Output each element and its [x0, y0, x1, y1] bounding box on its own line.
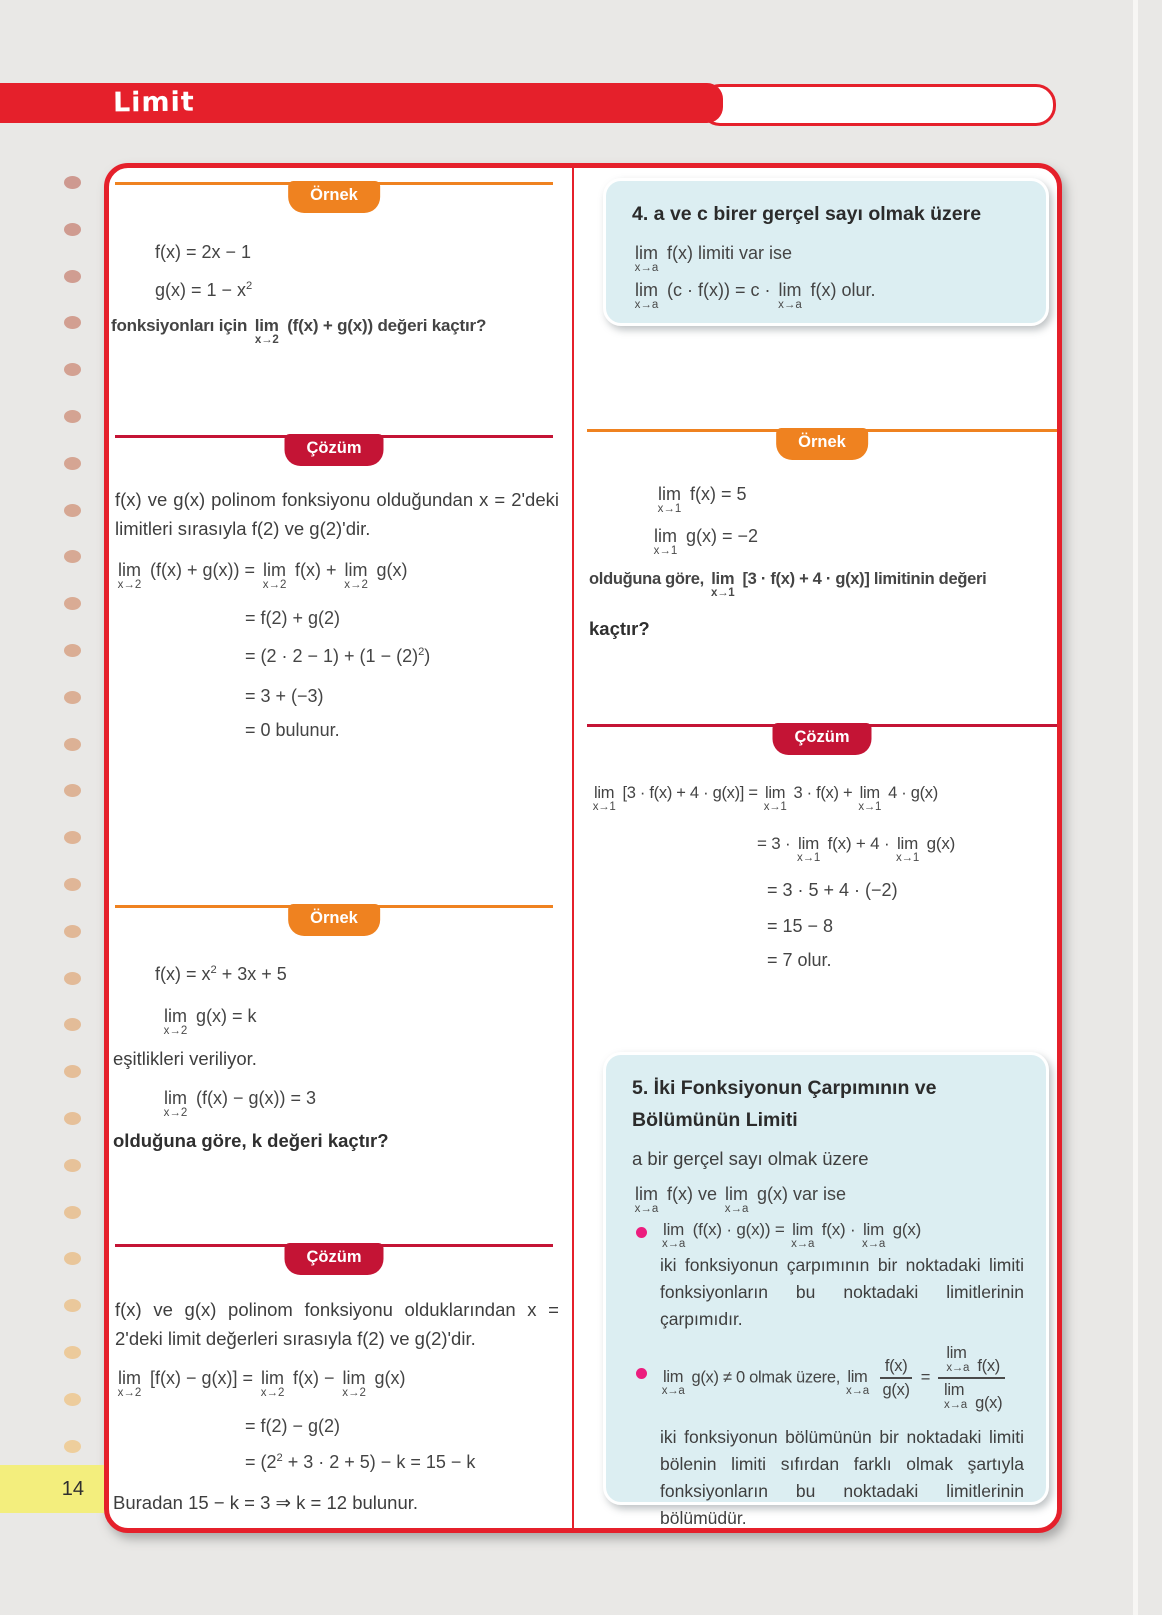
binder-dot	[64, 457, 81, 470]
binder-dot	[64, 1065, 81, 1078]
sol2-step-1: lim x→2 [f(x) − g(x)] = lim x→2 f(x) − lim x→2 g(x)	[117, 1368, 406, 1399]
binder-dot	[64, 1440, 81, 1453]
sol2-step-2: = f(2) − g(2)	[245, 1416, 341, 1436]
binder-dot	[64, 550, 81, 563]
info-box-rule-4	[603, 178, 1049, 326]
rule4-line-1: lim x→a f(x) limiti var ise	[634, 242, 792, 274]
rule4-line-2: lim x→a (c · f(x)) = c · lim x→a f(x) olur.	[634, 279, 876, 311]
solution-rule-2	[115, 1244, 553, 1266]
sol2-intro: f(x) ve g(x) polinom fonksiyonu olduklarından x = 2'deki limit değerleri sırasıyla f(2) ve g(2)'dir.	[115, 1299, 559, 1349]
rule5-bullet-1	[632, 1220, 1024, 1333]
sol1-step-3: = $(2 \cdot 2 - 1) + (1 - (2)^2)$	[245, 646, 431, 666]
ornek-badge-2: Örnek	[288, 904, 380, 936]
binder-dot	[64, 1346, 81, 1359]
rule5-title: 5. İki Fonksiyonun Çarpımının ve Bölümünün Limiti	[632, 1077, 937, 1131]
ex3-given-2: lim x→1 g(x) = −2	[653, 526, 759, 557]
rule5-bullet1-text: iki fonksiyonun çarpımının bir noktadaki limiti fonksiyonların bu noktadaki limitlerinin çarpımıdır.	[660, 1255, 1024, 1330]
example-rule-3	[587, 429, 1057, 451]
ex2-question: olduğuna göre, k değeri kaçtır?	[113, 1130, 389, 1151]
binder-dot	[64, 644, 81, 657]
page-number-box	[0, 1465, 104, 1513]
ex1-question: fonksiyonları için lim x→2 (f(x) + g(x)) değeri kaçtır?	[111, 316, 487, 346]
chapter-header-bar	[0, 83, 723, 123]
ex2-given-1: $f(x) = x^2 + 3x + 5$	[155, 964, 287, 984]
binder-dot	[64, 1206, 81, 1219]
binder-dot	[64, 1112, 81, 1125]
info-box-rule-5	[603, 1052, 1049, 1529]
binder-dot	[64, 597, 81, 610]
worksheet-frame	[104, 163, 1062, 1533]
ex3-question-1: olduğuna göre, lim x→1 [3 · f(x) + 4 · g(x)] limitinin değeri	[589, 570, 987, 599]
binder-dot	[64, 738, 81, 751]
sol2-step-3: = $(2^2 + 3 \cdot 2 + 5) - k = 15 - k$	[245, 1452, 476, 1472]
binder-dot	[64, 1018, 81, 1031]
bullet-dot-icon	[636, 1227, 647, 1238]
binder-dot	[64, 972, 81, 985]
solution-rule-1	[115, 435, 553, 457]
rule5-line-2: lim x→a f(x) ve lim x→a g(x) var ise	[634, 1184, 847, 1216]
binder-dot	[64, 878, 81, 891]
sol3-step-5: = 7 olur.	[767, 950, 832, 970]
sol3-step-1: lim x→1 [3 · f(x) + 4 · g(x)] = lim x→1 3 · f(x) + lim x→1 4 · g(x)	[592, 784, 938, 813]
sol1-step-4: = 3 + (−3)	[245, 686, 324, 706]
binder-dot	[64, 1393, 81, 1406]
binder-dot	[64, 784, 81, 797]
rule5-bullet2-text: iki fonksiyonun bölümünün bir noktadaki limiti bölenin limiti sıfırdan farklı olmak şartıyla fonksiyonların bu noktadaki limitlerinin bölümüdür.	[660, 1427, 1024, 1529]
chapter-title: Limit	[112, 86, 195, 119]
example-rule-1	[115, 182, 553, 204]
sol1-step-1: lim x→2 (f(x) + g(x)) = lim x→2 f(x) + lim x→2 g(x)	[117, 560, 408, 591]
binder-dot	[64, 270, 81, 283]
sol2-final: Buradan 15 − k = 3 ⇒ k = 12 bulunur.	[113, 1492, 419, 1513]
ex1-given-1: f(x) = 2x − 1	[155, 242, 252, 262]
rule5-bullet-2	[632, 1344, 1024, 1533]
example-rule-2	[115, 905, 553, 927]
binder-dot	[64, 223, 81, 236]
header-pill	[700, 84, 1056, 126]
ex2-given-2: lim x→2 g(x) = k	[163, 1006, 257, 1037]
binder-dot	[64, 1159, 81, 1172]
rule4-title: 4. a ve c birer gerçel sayı olmak üzere	[632, 203, 982, 225]
binder-dot	[64, 831, 81, 844]
binder-dot	[64, 1299, 81, 1312]
binder-dot	[64, 363, 81, 376]
ornek-badge-3: Örnek	[776, 428, 868, 460]
solution-rule-3	[587, 724, 1057, 746]
binder-dot	[64, 176, 81, 189]
binder-dot	[64, 316, 81, 329]
sol1-intro: f(x) ve g(x) polinom fonksiyonu olduğundan x = 2'deki limitleri sırasıyla f(2) ve g(2)'dir.	[115, 489, 559, 539]
ornek-badge-1: Örnek	[288, 181, 380, 213]
page-edge-strip	[1133, 0, 1138, 1615]
rule5-bullet1-math: lim x→a (f(x) · g(x)) = lim x→a f(x) · lim x→a g(x)	[662, 1220, 922, 1251]
cozum-badge-3: Çözüm	[773, 723, 872, 755]
bullet-dot-icon	[636, 1368, 647, 1379]
ex3-given-1: lim x→1 f(x) = 5	[657, 484, 747, 515]
ex3-question-2: kaçtır?	[589, 618, 650, 639]
ex2-given-3: lim x→2 (f(x) − g(x)) = 3	[163, 1088, 317, 1119]
sol1-step-2: = f(2) + g(2)	[245, 608, 341, 628]
sol3-step-3: = 3 · 5 + 4 · (−2)	[767, 880, 898, 900]
binder-dot	[64, 925, 81, 938]
rule5-line-1: a bir gerçel sayı olmak üzere	[632, 1148, 869, 1170]
binder-dot	[64, 691, 81, 704]
page-number: 14	[61, 1478, 84, 1500]
cozum-badge-2: Çözüm	[285, 1243, 384, 1275]
ex1-given-2: $g(x) = 1 - x^2$	[155, 280, 253, 300]
sol1-step-5: = 0 bulunur.	[245, 720, 340, 740]
rule5-bullet2-math: lim x→a g(x) ≠ 0 olmak üzere, lim x→a $\frac{f(x)}{g(x)}$ = lim x→a f(x) lim x→a g(x)	[660, 1344, 1024, 1413]
ex2-mid-text: eşitlikleri veriliyor.	[113, 1048, 257, 1069]
cozum-badge-1: Çözüm	[285, 434, 384, 466]
column-divider	[572, 168, 574, 1528]
sol3-step-2: = 3 · lim x→1 f(x) + 4 · lim x→1 g(x)	[757, 834, 956, 864]
binder-dot	[64, 1252, 81, 1265]
binder-dot	[64, 410, 81, 423]
sol3-step-4: = 15 − 8	[767, 916, 834, 936]
binder-dot	[64, 504, 81, 517]
